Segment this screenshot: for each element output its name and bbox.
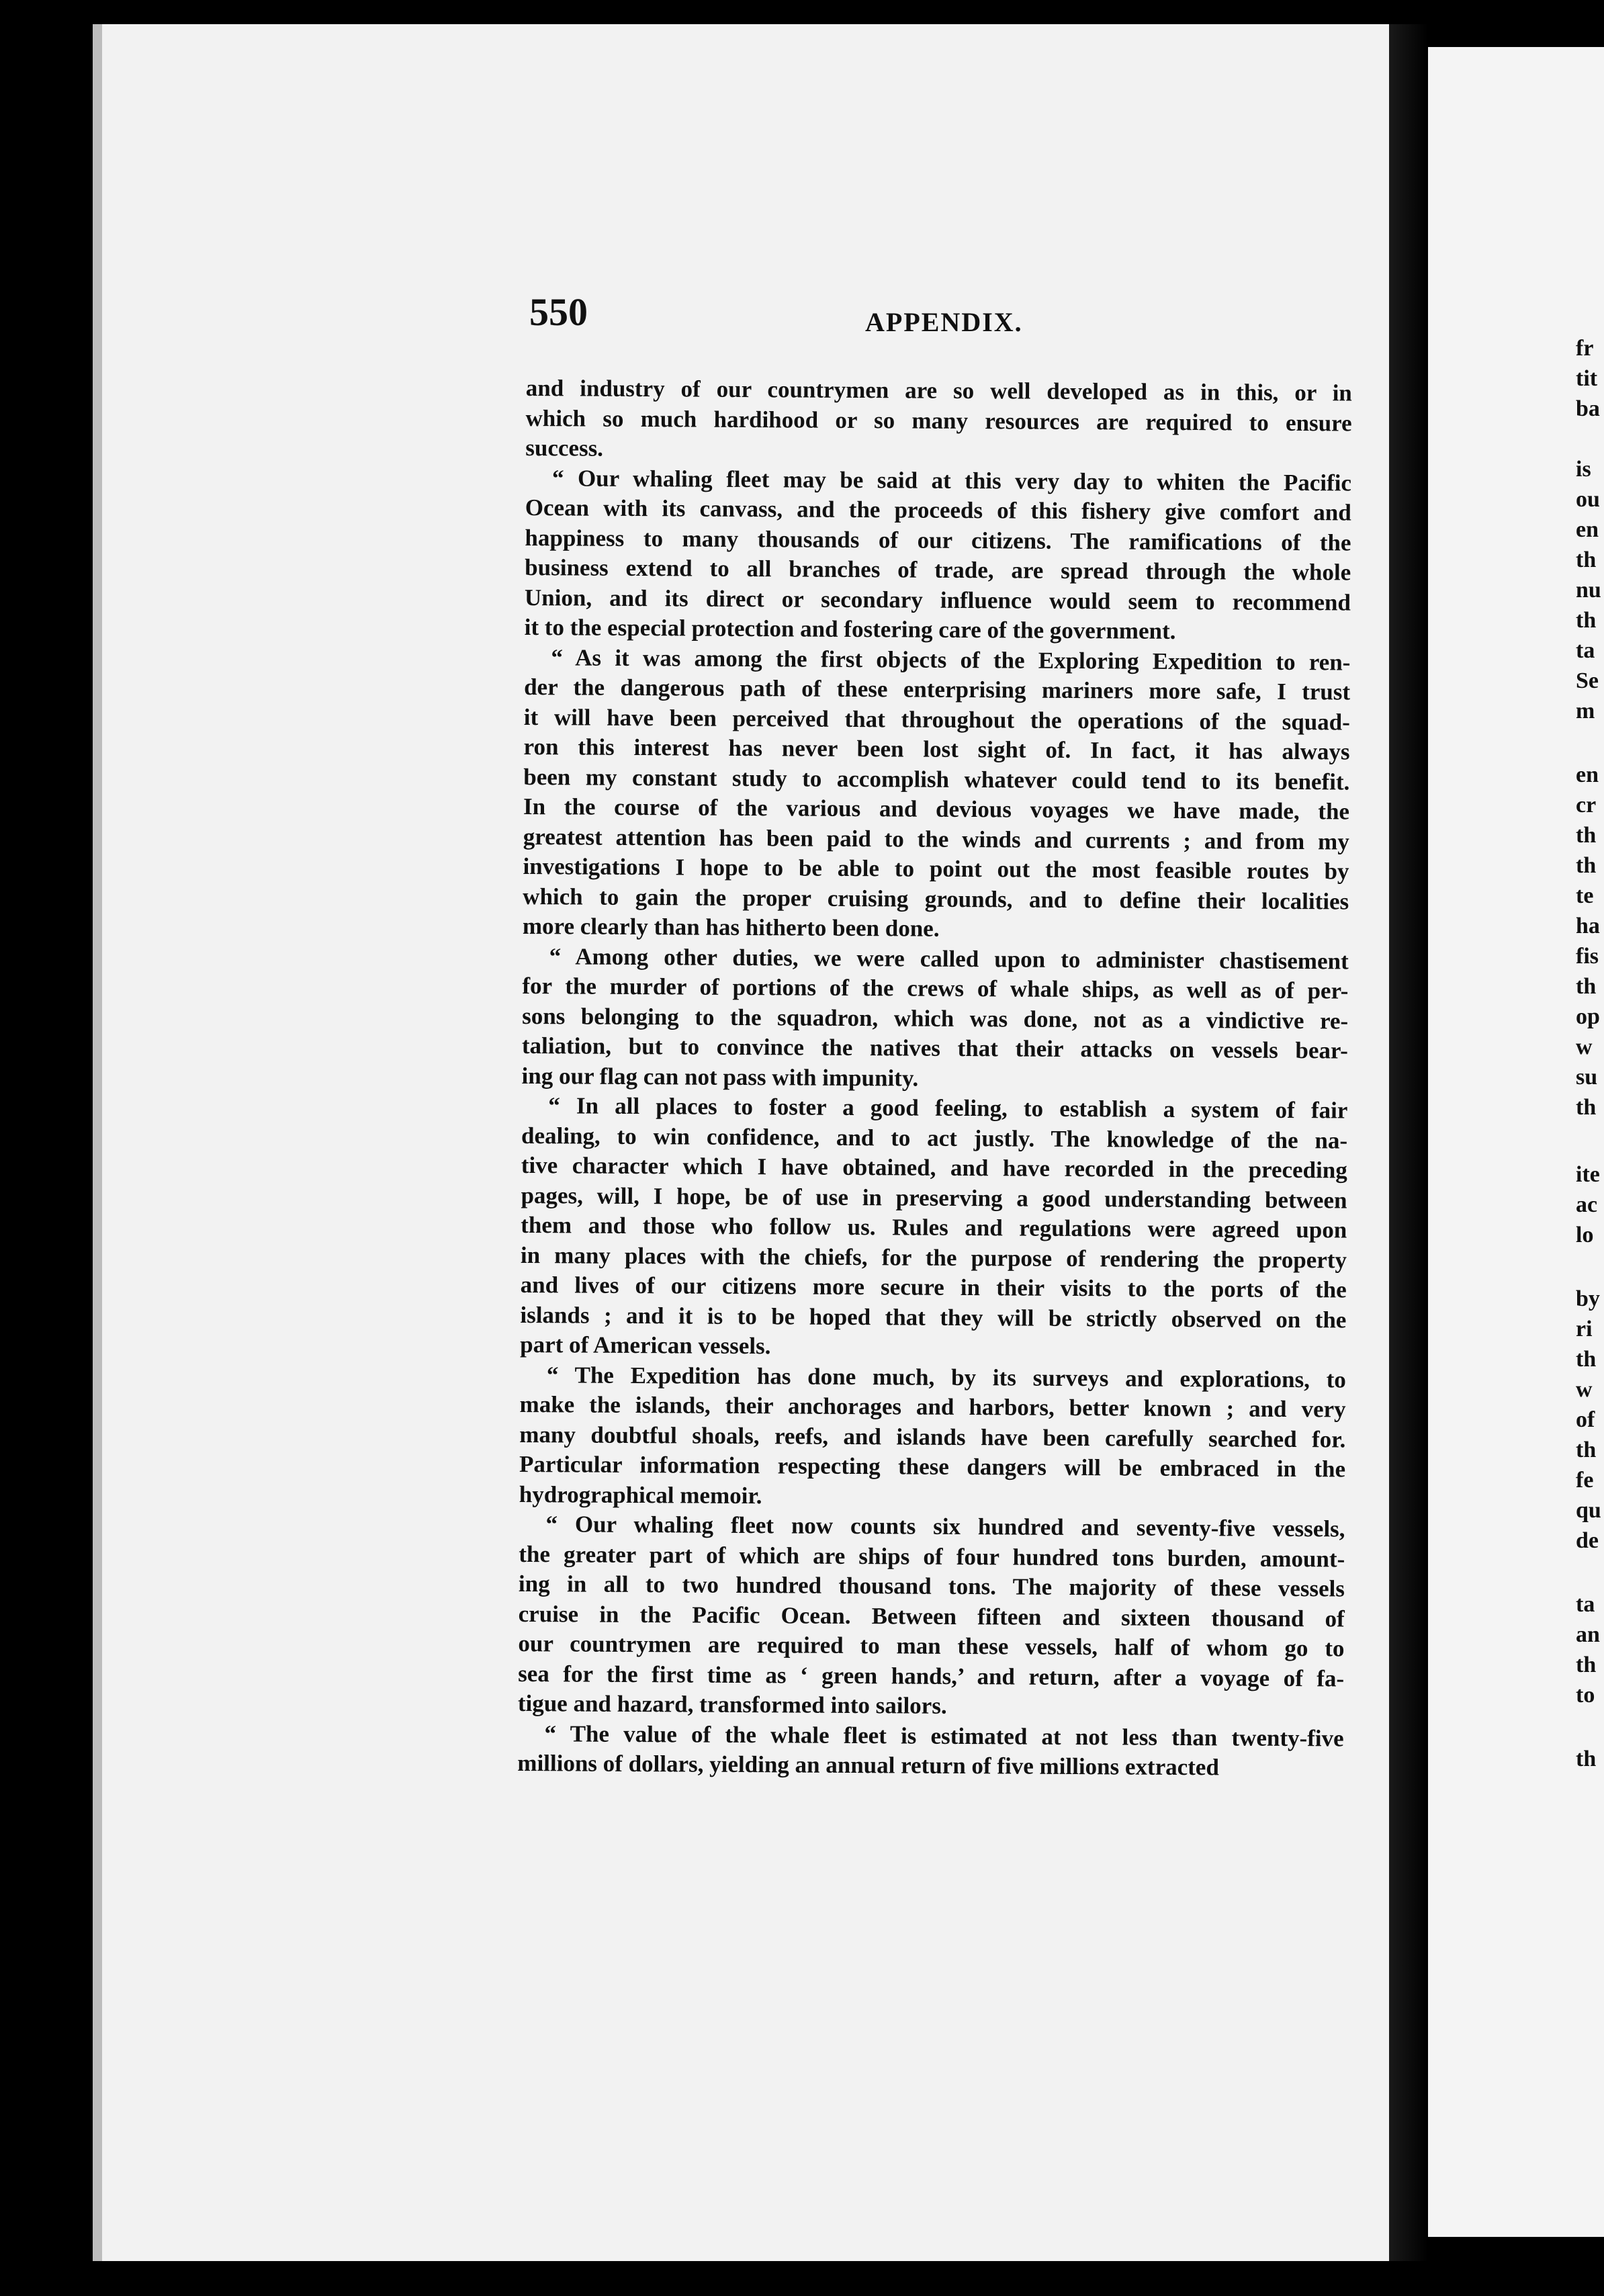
facing-page-fragment: th <box>1576 1747 1597 1771</box>
facing-page-fragment: ha <box>1576 914 1600 938</box>
facing-page-fragment: th <box>1576 974 1597 999</box>
facing-page-fragment: by <box>1576 1286 1600 1311</box>
facing-page-fragment: ou <box>1576 487 1600 512</box>
text-line: for the murder of portions of the crews of whale ships, as well as of per- <box>522 972 1349 1004</box>
text-line: make the islands, their anchorages and harbors, better known ; and very <box>519 1390 1346 1423</box>
text-line: “ The Expedition has done much, by its surveys and explorations, to <box>546 1361 1346 1393</box>
facing-page-fragment: ta <box>1576 638 1595 663</box>
text-line: Particular information respecting these dangers will be embraced in the <box>519 1450 1346 1483</box>
text-line: “ Among other duties, we were called upon to administer chastisement <box>549 942 1349 974</box>
text-line: In the course of the various and devious voyages we have made, the <box>523 793 1350 825</box>
text-line: “ Our whaling fleet now counts six hundred and seventy-five vessels, <box>545 1511 1345 1542</box>
facing-page-fragment: th <box>1576 823 1597 848</box>
facing-page-fragment: lo <box>1576 1223 1594 1247</box>
facing-page-fragment: qu <box>1576 1498 1601 1523</box>
text-line: the greater part of which are ships of four hundred tons burden, amount- <box>519 1540 1345 1572</box>
body-text <box>517 373 1352 1783</box>
text-line: millions of dollars, yielding an annual return of five millions extracted <box>517 1749 1219 1781</box>
text-line: them and those who follow us. Rules and regulations were agreed upon <box>521 1211 1347 1243</box>
binding-gutter <box>1389 24 1428 2261</box>
facing-page-fragment: te <box>1576 883 1594 908</box>
facing-page-fragment: tit <box>1576 366 1598 391</box>
facing-page-fragment: ri <box>1576 1317 1593 1341</box>
facing-page-fragment: ta <box>1576 1592 1595 1617</box>
facing-page-fragment: ite <box>1576 1162 1600 1187</box>
text-line: our countrymen are required to man these vessels, half of whom go to <box>518 1630 1345 1662</box>
text-line: greatest attention has been paid to the winds and currents ; and from my <box>523 823 1349 855</box>
text-line: Union, and its direct or secondary influence would seem to recommend <box>524 584 1351 616</box>
text-line: Ocean with its canvass, and the proceeds of this fishery give comfort and <box>525 494 1351 526</box>
text-line: business extend to all branches of trade, are spread through the whole <box>525 554 1351 586</box>
facing-page-fragment: fe <box>1576 1468 1594 1493</box>
text-line: der the dangerous path of these enterprising mariners more safe, I trust <box>524 673 1351 705</box>
facing-page-fragment: of <box>1576 1407 1595 1432</box>
text-line: in many places with the chiefs, for the purpose of rendering the property <box>520 1241 1347 1273</box>
text-line: which so much hardihood or so many resources are required to ensure <box>525 404 1352 437</box>
text-line: ron this interest has never been lost sight of. In fact, it has always <box>523 733 1350 765</box>
text-line: success. <box>525 434 604 461</box>
text-line: hydrographical memoir. <box>519 1481 762 1509</box>
facing-page-fragment: en <box>1576 517 1599 542</box>
text-line: it will have been perceived that throughout the operations of the squad- <box>523 703 1350 736</box>
facing-page-fragment: op <box>1576 1004 1600 1029</box>
running-head: APPENDIX. <box>865 307 1023 337</box>
text-line: ing in all to two hundred thousand tons. The majority of these vessels <box>518 1570 1345 1602</box>
text-line: investigations I hope to be able to point out the most feasible routes by <box>523 852 1349 885</box>
facing-page-fragment: th <box>1576 1652 1597 1677</box>
text-line: taliation, but to convince the natives that their attacks on vessels bear- <box>521 1032 1348 1064</box>
facing-page-fragment: cr <box>1576 793 1597 818</box>
facing-page-fragment: en <box>1576 762 1599 787</box>
text-line: islands ; and it is to be hoped that they will be strictly observed on the <box>520 1301 1347 1333</box>
facing-page-fragment: w <box>1576 1377 1593 1402</box>
text-line: cruise in the Pacific Ocean. Between fifteen and sixteen thousand of <box>518 1600 1345 1632</box>
facing-page-fragment: th <box>1576 1438 1597 1462</box>
facing-page-fragment: th <box>1576 1347 1597 1372</box>
text-line: more clearly than has hitherto been done. <box>522 912 940 942</box>
book-page <box>93 24 1389 2261</box>
facing-page-fragment: m <box>1576 699 1595 723</box>
facing-page-fragment: th <box>1576 1095 1597 1120</box>
facing-page-edge <box>1428 47 1604 2237</box>
text-line: pages, will, I hope, be of use in preserving a good understanding between <box>521 1182 1347 1213</box>
facing-page-fragment: su <box>1576 1065 1598 1090</box>
facing-page-fragment: th <box>1576 547 1597 572</box>
text-line: sons belonging to the squadron, which was done, not as a vindictive re- <box>522 1002 1349 1034</box>
text-line: “ As it was among the first objects of the Exploring Expedition to ren- <box>551 644 1351 676</box>
facing-page-fragment: ba <box>1576 396 1600 421</box>
facing-page-fragment: w <box>1576 1034 1593 1059</box>
facing-page-fragment: th <box>1576 853 1597 878</box>
text-line: it to the especial protection and fostering care of the government. <box>524 613 1176 644</box>
text-line: many doubtful shoals, reefs, and islands have been carefully searched for. <box>519 1421 1346 1452</box>
facing-page-fragment: is <box>1576 457 1591 482</box>
facing-page-fragment: de <box>1576 1528 1599 1553</box>
facing-page-fragment: ac <box>1576 1192 1598 1217</box>
facing-page-fragment: nu <box>1576 578 1601 603</box>
text-line: dealing, to win confidence, and to act justly. The knowledge of the na- <box>521 1122 1348 1153</box>
text-line: “ Our whaling fleet may be said at this very day to whiten the Pacific <box>551 464 1352 496</box>
page-number: 550 <box>529 290 588 334</box>
text-line: “ In all places to foster a good feeling, to establish a system of fair <box>548 1092 1348 1124</box>
text-line: sea for the first time as ‘ green hands,’ and return, after a voyage of fa- <box>518 1660 1345 1691</box>
facing-page-fragment: an <box>1576 1622 1600 1647</box>
text-line: happiness to many thousands of our citizens. The ramifications of the <box>525 524 1351 556</box>
facing-page-fragment: th <box>1576 608 1597 633</box>
text-line: “ The value of the whale fleet is estimated at not less than twenty-five <box>544 1720 1344 1751</box>
facing-page-fragment: to <box>1576 1683 1595 1708</box>
text-line: ing our flag can not pass with impunity. <box>521 1062 919 1092</box>
text-line: and industry of our countrymen are so well developed as in this, or in <box>525 374 1352 406</box>
text-line: which to gain the proper cruising grounds, and to define their localities <box>523 883 1349 914</box>
text-line: and lives of our citizens more secure in their visits to the ports of the <box>520 1271 1347 1303</box>
text-line: tigue and hazard, transformed into sailors. <box>517 1689 947 1719</box>
facing-page-fragment: fis <box>1576 944 1599 969</box>
text-line: tive character which I have obtained, and have recorded in the preceding <box>521 1151 1347 1184</box>
text-line: been my constant study to accomplish whatever could tend to its benefit. <box>523 763 1350 795</box>
facing-page-fragment: fr <box>1576 336 1594 361</box>
facing-page-fragment: Se <box>1576 668 1599 693</box>
text-line: part of American vessels. <box>520 1331 771 1360</box>
